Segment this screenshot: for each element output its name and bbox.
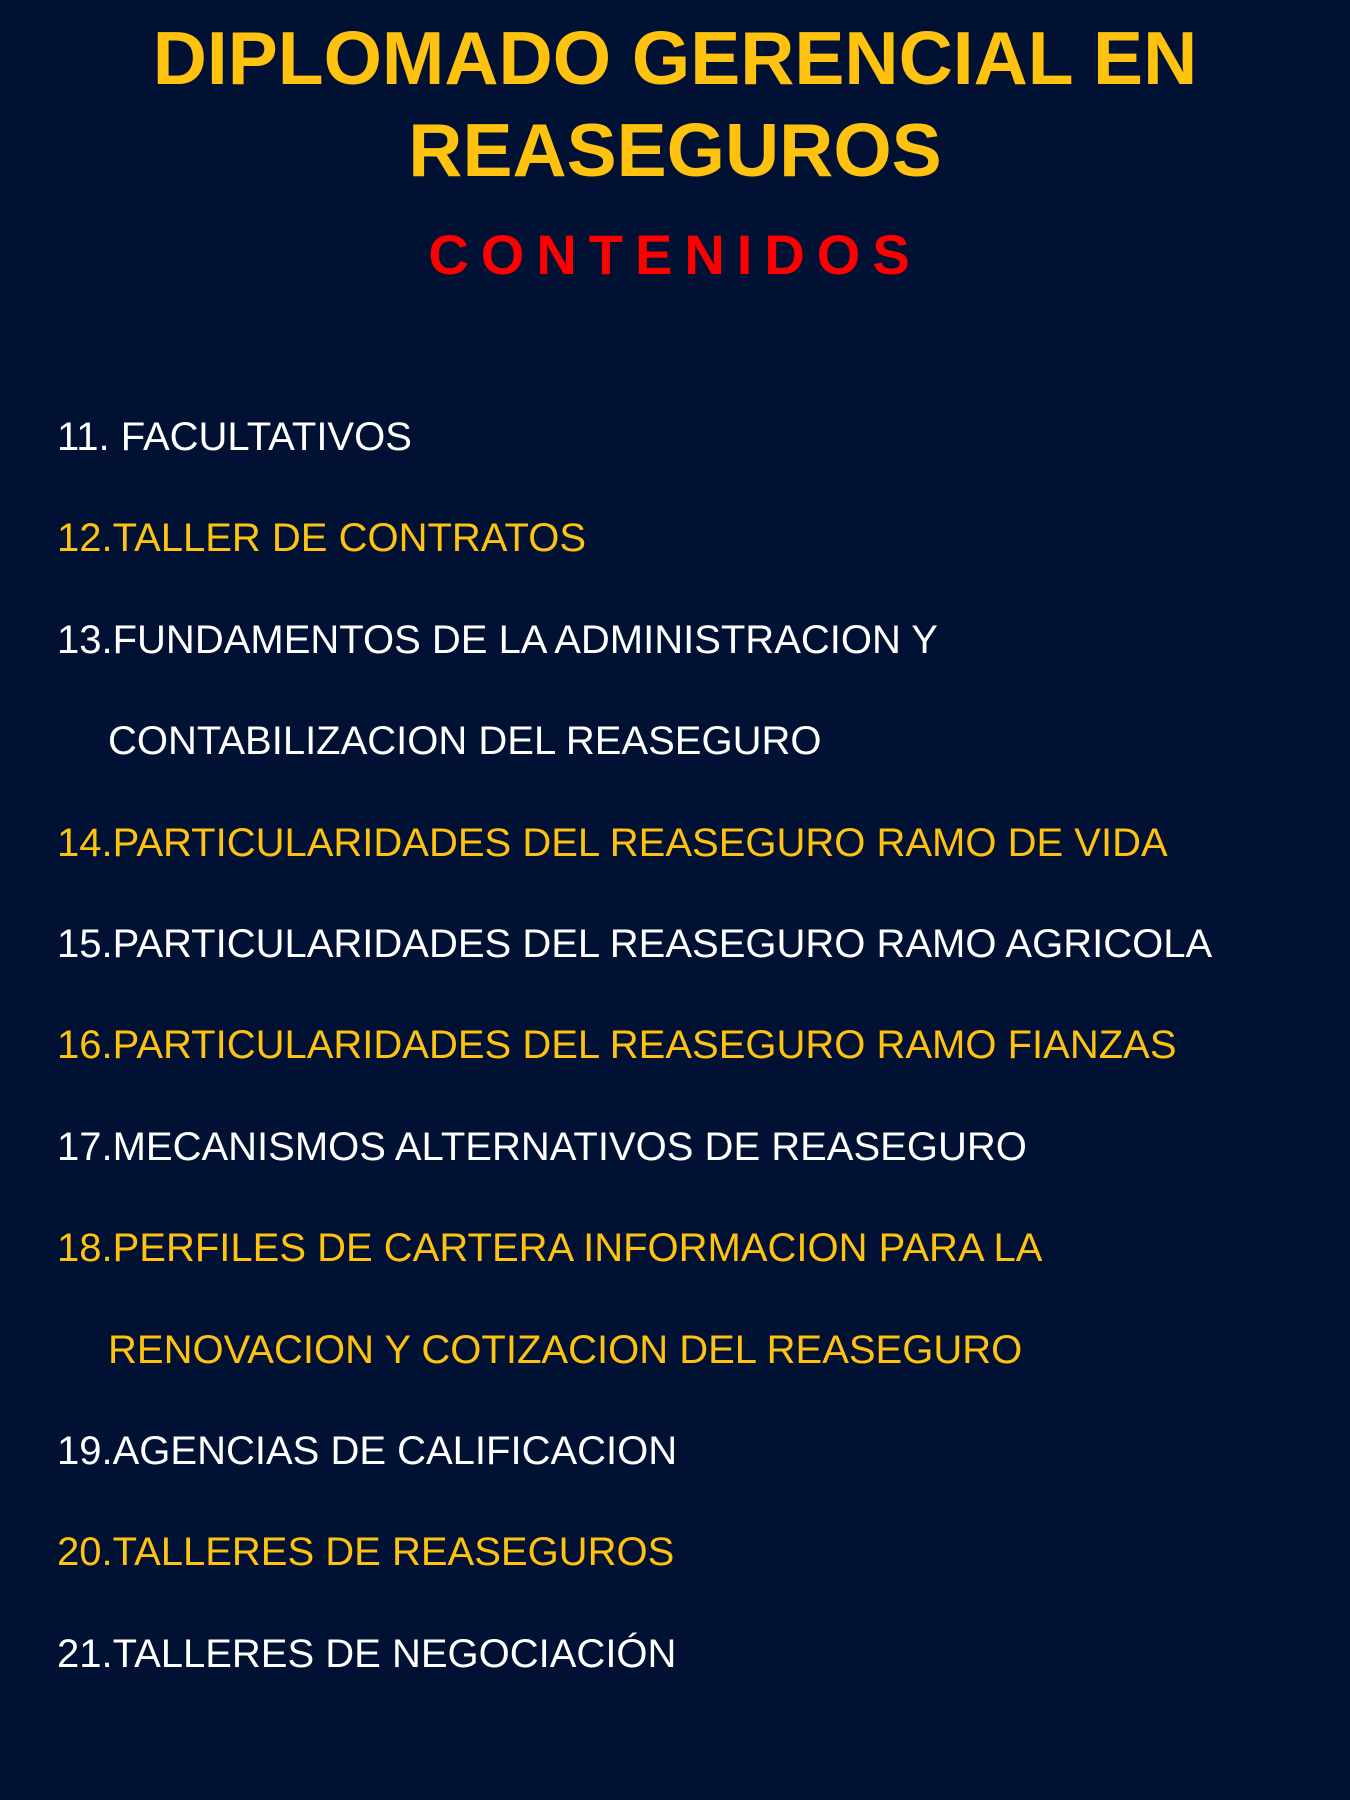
list-item-14 bbox=[57, 814, 1337, 915]
list-item-13 bbox=[57, 611, 1337, 712]
list-item-21 bbox=[57, 1625, 1337, 1726]
title-line-1: DIPLOMADO GERENCIAL EN bbox=[152, 16, 1198, 100]
list-item-17 bbox=[57, 1118, 1337, 1219]
list-item-19 bbox=[57, 1422, 1337, 1523]
list-item-text: 15.PARTICULARIDADES DEL REASEGURO RAMO AGRICOLA bbox=[57, 921, 1213, 966]
list-item-16 bbox=[57, 1016, 1337, 1117]
list-item-text: 11. FACULTATIVOS bbox=[57, 415, 412, 459]
list-item-text: 14.PARTICULARIDADES DEL REASEGURO RAMO DE VIDA bbox=[57, 820, 1168, 865]
list-item-text: 18.PERFILES DE CARTERA INFORMACION PARA LA bbox=[57, 1226, 1043, 1271]
list-item-text: 13.FUNDAMENTOS DE LA ADMINISTRACION Y bbox=[57, 617, 938, 662]
list-item-text: 20.TALLERES DE REASEGUROS bbox=[57, 1530, 675, 1575]
list-item-12 bbox=[57, 509, 1337, 610]
slide-subtitle: CONTENIDOS bbox=[428, 223, 922, 286]
list-item-20 bbox=[57, 1523, 1337, 1624]
list-item-11 bbox=[57, 408, 1337, 509]
list-item-15 bbox=[57, 915, 1337, 1016]
list-item-text: 12.TALLER DE CONTRATOS bbox=[57, 516, 587, 561]
list-item-text: RENOVACION Y COTIZACION DEL REASEGURO bbox=[108, 1327, 1023, 1372]
list-item-text: 17.MECANISMOS ALTERNATIVOS DE REASEGURO bbox=[57, 1124, 1027, 1169]
slide-title bbox=[0, 12, 1350, 196]
title-line-2: REASEGUROS bbox=[408, 108, 942, 192]
list-item-text: 16.PARTICULARIDADES DEL REASEGURO RAMO FIANZAS bbox=[57, 1023, 1177, 1068]
list-item-18 bbox=[57, 1219, 1337, 1320]
list-item-18-continuation bbox=[57, 1321, 1337, 1422]
list-item-13-continuation bbox=[57, 712, 1337, 813]
list-item-text: 19.AGENCIAS DE CALIFICACION bbox=[57, 1428, 678, 1473]
list-item-text: CONTABILIZACION DEL REASEGURO bbox=[108, 719, 822, 764]
contents-list bbox=[57, 408, 1337, 1726]
list-item-text: 21.TALLERES DE NEGOCIACIÓN bbox=[57, 1631, 677, 1676]
